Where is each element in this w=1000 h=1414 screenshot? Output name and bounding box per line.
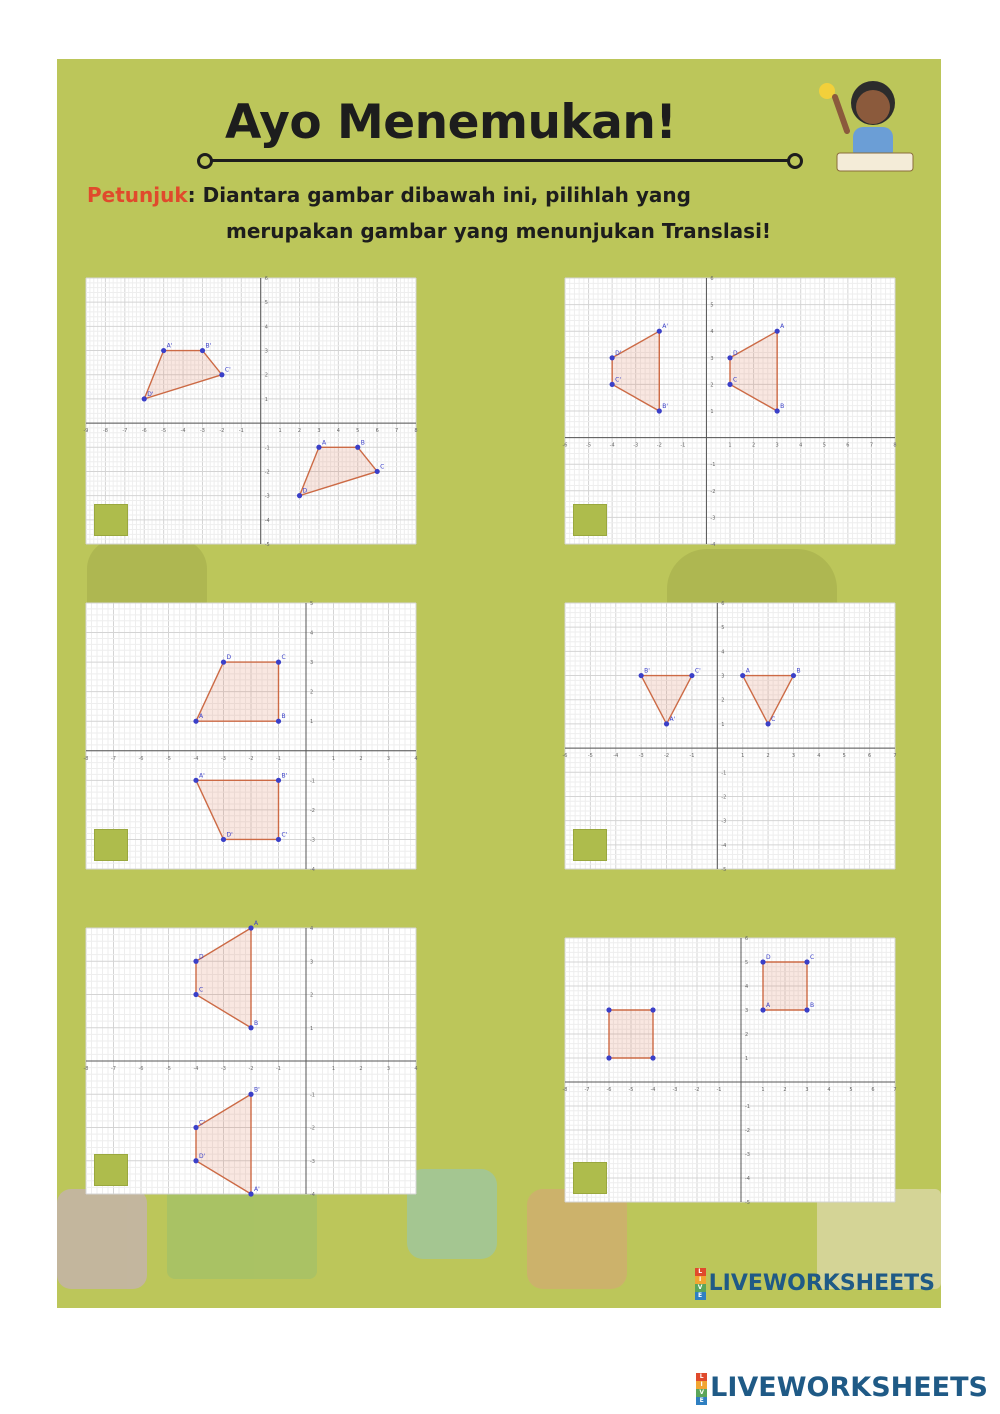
x-tick-label: -3 (633, 442, 639, 449)
vertex-label: A' (662, 323, 669, 331)
x-tick-label: -2 (248, 755, 254, 762)
x-tick-label: 4 (799, 442, 803, 449)
x-tick-label: -8 (83, 755, 89, 762)
x-tick-label: 4 (827, 1087, 831, 1093)
vertex-point (276, 719, 281, 724)
x-tick-label: 3 (317, 428, 321, 435)
y-tick-label: 4 (745, 984, 749, 990)
x-tick-label: 2 (751, 442, 756, 449)
x-tick-label: 1 (728, 442, 732, 449)
vertex-label: C (281, 654, 286, 662)
x-tick-label: 6 (846, 442, 850, 449)
vertex-point (221, 837, 226, 842)
y-tick-label: 1 (310, 1025, 314, 1032)
y-tick-label: 4 (310, 630, 314, 637)
y-tick-label: 2 (745, 1032, 749, 1038)
x-tick-label: 7 (893, 1087, 897, 1093)
x-tick-label: 1 (761, 1087, 765, 1093)
y-tick-label: -2 (745, 1128, 750, 1134)
x-tick-label: 4 (336, 428, 340, 435)
vertex-point (804, 959, 809, 964)
vertex-label: B' (205, 342, 212, 350)
x-tick-label: -8 (83, 1066, 89, 1072)
vertex-point (193, 778, 198, 783)
vertex-label: A' (199, 772, 205, 780)
x-tick-label: 1 (278, 428, 282, 435)
x-tick-label: -2 (219, 428, 225, 435)
vertex-label: D (733, 349, 738, 357)
x-tick-label: -1 (680, 442, 686, 449)
vertex-point (297, 493, 302, 498)
x-tick-label: 7 (893, 753, 897, 760)
x-tick-label: -7 (111, 755, 116, 762)
vertex-point (727, 355, 732, 360)
y-tick-label: -4 (264, 517, 270, 524)
x-tick-label: -2 (656, 442, 662, 449)
y-tick-label: 6 (710, 276, 714, 282)
y-tick-label: 2 (310, 992, 314, 999)
y-tick-label: 1 (264, 396, 268, 403)
vertex-label: C' (694, 667, 701, 675)
vertex-label: A' (166, 342, 173, 350)
vertex-label: B' (644, 667, 650, 675)
y-tick-label: 2 (710, 382, 714, 389)
answer-box-5[interactable] (94, 1154, 128, 1186)
brand-text-inner: LIVEWORKSHEETS (708, 1271, 935, 1296)
vertex-point (657, 329, 662, 334)
x-tick-label: 2 (297, 428, 302, 435)
graph-panel-4 (562, 601, 897, 873)
x-tick-label: 4 (414, 1066, 418, 1072)
x-tick-label: -5 (628, 1087, 634, 1093)
vertex-label: D (226, 654, 232, 662)
y-tick-label: -3 (710, 515, 716, 522)
x-tick-label: -5 (587, 753, 593, 760)
y-tick-label: -1 (745, 1104, 750, 1110)
y-tick-label: -3 (264, 493, 270, 500)
vertex-label: D (302, 487, 308, 495)
y-tick-label: 6 (745, 936, 749, 942)
worksheet-title: Ayo Menemukan! (225, 95, 677, 150)
x-tick-label: -2 (248, 1066, 254, 1072)
y-tick-label: -2 (310, 1125, 315, 1132)
y-tick-label: 6 (264, 276, 268, 282)
x-tick-label: 8 (414, 428, 418, 435)
x-tick-label: 4 (817, 753, 821, 760)
x-tick-label: 8 (893, 442, 897, 449)
x-tick-label: 2 (359, 1066, 363, 1072)
brand-logo-inner (695, 1268, 935, 1300)
graph-panel-2 (562, 276, 897, 548)
x-tick-label: -7 (584, 1087, 590, 1093)
x-tick-label: 5 (822, 442, 826, 449)
y-tick-label: 3 (745, 1008, 749, 1014)
vertex-point (804, 1007, 809, 1012)
vertex-label: C' (199, 1119, 205, 1127)
vertex-point (689, 673, 694, 678)
vertex-point (193, 1125, 198, 1130)
vertex-point (610, 382, 615, 387)
x-tick-label: -3 (221, 755, 226, 762)
x-tick-label: 2 (359, 755, 363, 762)
vertex-label: C (380, 463, 385, 471)
underline-left-dot (197, 153, 213, 169)
brand-text-footer: LIVEWORKSHEETS (710, 1372, 988, 1403)
y-tick-label: 4 (310, 926, 314, 932)
y-tick-label: -4 (310, 867, 315, 873)
y-tick-label: -5 (264, 542, 270, 548)
instruction-line-1: : Diantara gambar dibawah ini, pilihlah yang (187, 183, 691, 207)
y-tick-label: 1 (310, 719, 314, 726)
x-tick-label: -5 (161, 428, 167, 435)
x-tick-label: 1 (331, 1066, 336, 1072)
y-tick-label: 3 (721, 673, 725, 680)
x-tick-label: 1 (741, 753, 745, 760)
vertex-label: A (321, 439, 327, 447)
vertex-label: B' (254, 1086, 260, 1094)
vertex-point (760, 959, 765, 964)
x-tick-label: -2 (694, 1087, 700, 1093)
y-tick-label: 6 (721, 601, 725, 607)
vertex-point (161, 348, 166, 353)
x-tick-label: -1 (716, 1087, 722, 1093)
vertex-point (727, 382, 732, 387)
vertex-point (765, 721, 770, 726)
answer-box-1[interactable] (94, 504, 128, 536)
vertex-point (316, 445, 321, 450)
vertex-point (221, 660, 226, 665)
vertex-point (657, 408, 662, 413)
x-tick-label: -4 (193, 755, 199, 762)
y-tick-label: 5 (710, 302, 714, 309)
y-tick-label: 5 (264, 300, 268, 307)
vertex-label: D' (226, 831, 233, 839)
x-tick-label: -5 (166, 1066, 171, 1072)
vertex-point (193, 992, 198, 997)
vertex-point (219, 372, 224, 377)
x-tick-label: 4 (414, 755, 418, 762)
y-tick-label: 2 (721, 697, 725, 704)
x-tick-label: -4 (193, 1066, 199, 1072)
answer-box-4[interactable] (573, 829, 607, 861)
vertex-point (664, 721, 669, 726)
y-tick-label: -1 (310, 1092, 315, 1099)
vertex-point (248, 1092, 253, 1097)
y-tick-label: 3 (710, 355, 714, 362)
y-tick-label: -5 (745, 1200, 750, 1206)
vertex-label: B (780, 403, 785, 410)
vertex-label: B' (281, 772, 288, 780)
x-tick-label: 7 (394, 428, 399, 435)
title-underline (205, 159, 793, 162)
x-tick-label: 5 (842, 753, 846, 760)
x-tick-label: -4 (613, 753, 619, 760)
x-tick-label: 5 (849, 1087, 853, 1093)
vertex-label: D' (199, 1152, 206, 1160)
vertex-label: D (766, 954, 771, 961)
vertex-label: B (810, 1002, 815, 1009)
instructions (87, 177, 771, 249)
live-logo-icon: L I V E (695, 1268, 706, 1300)
y-tick-label: 2 (310, 689, 314, 696)
graph-panel-5 (83, 920, 418, 1198)
brand-logo-footer (696, 1372, 988, 1405)
x-tick-label: -6 (138, 755, 144, 762)
graph-panel-3 (83, 601, 418, 873)
y-tick-label: 3 (310, 959, 314, 966)
x-tick-label: -6 (562, 442, 568, 449)
x-tick-label: -3 (672, 1087, 678, 1093)
vertex-label: A (254, 920, 259, 927)
x-tick-label: 6 (868, 753, 872, 760)
answer-box-3[interactable] (94, 829, 128, 861)
y-tick-label: -3 (721, 818, 727, 825)
y-tick-label: 4 (264, 324, 268, 331)
vertex-point (193, 959, 198, 964)
worksheet-page (57, 59, 941, 1308)
vertex-label: D' (147, 390, 154, 398)
x-tick-label: -8 (562, 1087, 568, 1093)
y-tick-label: 3 (264, 348, 268, 355)
vertex-point (775, 329, 780, 334)
vertex-point (740, 673, 745, 678)
vertex-label: C' (615, 376, 621, 384)
x-tick-label: 3 (386, 755, 391, 762)
instruction-label: Petunjuk (87, 183, 188, 207)
vertex-point (200, 348, 205, 353)
x-tick-label: -7 (111, 1066, 116, 1072)
vertex-label: C (810, 954, 815, 961)
x-tick-label: 6 (871, 1087, 875, 1093)
y-tick-label: -2 (264, 469, 270, 476)
x-tick-label: 1 (331, 755, 336, 762)
x-tick-label: 2 (766, 753, 770, 760)
vertex-label: B (360, 439, 365, 447)
x-tick-label: 3 (791, 753, 796, 760)
x-tick-label: 3 (775, 442, 779, 449)
vertex-label: B (254, 1019, 259, 1027)
vertex-point (610, 355, 615, 360)
vertex-label: A' (254, 1186, 260, 1193)
y-tick-label: 5 (721, 625, 725, 632)
vertex-point (248, 1025, 253, 1030)
y-tick-label: 5 (310, 601, 314, 607)
vertex-point (606, 1055, 611, 1060)
y-tick-label: -2 (721, 794, 727, 801)
vertex-point (775, 408, 780, 413)
vertex-label: C' (281, 831, 288, 839)
vertex-point (650, 1055, 655, 1060)
vertex-label: C (199, 986, 204, 994)
x-tick-label: -1 (276, 755, 281, 762)
y-tick-label: -3 (310, 1158, 315, 1165)
vertex-label: A (745, 667, 750, 675)
y-tick-label: -4 (310, 1192, 315, 1198)
vertex-point (276, 778, 281, 783)
answer-box-6[interactable] (573, 1162, 607, 1194)
x-tick-label: -3 (221, 1066, 226, 1072)
x-tick-label: -6 (141, 428, 147, 435)
x-tick-label: -4 (609, 442, 615, 449)
y-tick-label: -4 (745, 1176, 750, 1182)
vertex-point (760, 1007, 765, 1012)
y-tick-label: -1 (264, 445, 270, 452)
x-tick-label: 3 (805, 1087, 809, 1093)
vertex-point (248, 925, 253, 930)
y-tick-label: -5 (721, 867, 727, 873)
vertex-label: A (766, 1002, 771, 1009)
y-tick-label: -3 (310, 837, 315, 844)
x-tick-label: -1 (238, 428, 244, 435)
x-tick-label: -8 (102, 428, 108, 435)
vertex-label: D (199, 953, 204, 961)
vertex-label: A (780, 323, 785, 331)
x-tick-label: -4 (650, 1087, 656, 1093)
y-tick-label: 4 (721, 649, 725, 656)
x-tick-label: 6 (375, 428, 379, 435)
x-tick-label: -6 (138, 1066, 144, 1072)
y-tick-label: 1 (710, 409, 714, 415)
graph-panel-1 (83, 276, 418, 548)
y-tick-label: -4 (710, 542, 716, 548)
y-tick-label: 4 (710, 329, 714, 336)
vertex-point (193, 1158, 198, 1163)
vertex-point (355, 445, 360, 450)
answer-box-2[interactable] (573, 504, 607, 536)
vertex-label: A (199, 713, 204, 721)
x-tick-label: -1 (276, 1066, 281, 1072)
underline-right-dot (787, 153, 803, 169)
vertex-label: B (796, 667, 801, 675)
vertex-point (375, 469, 380, 474)
vertex-point (606, 1007, 611, 1012)
x-tick-label: -1 (689, 753, 695, 760)
x-tick-label: -7 (122, 428, 128, 435)
y-tick-label: -1 (710, 462, 716, 469)
vertex-point (142, 396, 147, 401)
x-tick-label: -3 (638, 753, 644, 760)
y-tick-label: -2 (710, 488, 716, 495)
vertex-label: A' (669, 715, 676, 723)
x-tick-label: -5 (586, 442, 592, 449)
x-tick-label: -2 (664, 753, 670, 760)
x-tick-label: -9 (83, 428, 89, 435)
x-tick-label: -4 (180, 428, 186, 435)
vertex-label: C (733, 376, 738, 384)
vertex-label: B (281, 713, 286, 721)
vertex-point (276, 660, 281, 665)
y-tick-label: 5 (745, 960, 749, 966)
vertex-label: C' (224, 366, 231, 374)
vertex-label: D' (615, 349, 622, 357)
vertex-label: C (771, 715, 776, 723)
vertex-point (650, 1007, 655, 1012)
vertex-point (791, 673, 796, 678)
vertex-point (276, 837, 281, 842)
vertex-point (639, 673, 644, 678)
x-tick-label: -6 (562, 753, 568, 760)
x-tick-label: 7 (869, 442, 874, 449)
vertex-point (248, 1191, 253, 1196)
student-avatar-icon (817, 67, 917, 175)
instruction-line-2: merupakan gambar yang menunjukan Translasi! (226, 219, 772, 243)
x-tick-label: 3 (386, 1066, 391, 1072)
x-tick-label: 5 (356, 428, 360, 435)
shape-polygon (609, 1010, 653, 1058)
y-tick-label: -1 (721, 770, 727, 777)
y-tick-label: 1 (721, 721, 725, 728)
vertex-label: B' (662, 403, 669, 410)
y-tick-label: -2 (310, 807, 315, 814)
y-tick-label: -3 (745, 1152, 750, 1158)
y-tick-label: 1 (745, 1056, 749, 1062)
y-tick-label: 3 (310, 660, 314, 667)
y-tick-label: -4 (721, 842, 727, 849)
y-tick-label: -1 (310, 778, 315, 785)
graph-panel-6 (562, 936, 897, 1206)
vertex-point (193, 719, 198, 724)
x-tick-label: -6 (606, 1087, 612, 1093)
live-logo-icon: L I V E (696, 1373, 707, 1405)
x-tick-label: -3 (199, 428, 205, 435)
x-tick-label: -5 (166, 755, 171, 762)
x-tick-label: 2 (783, 1087, 787, 1093)
y-tick-label: 2 (264, 372, 268, 379)
